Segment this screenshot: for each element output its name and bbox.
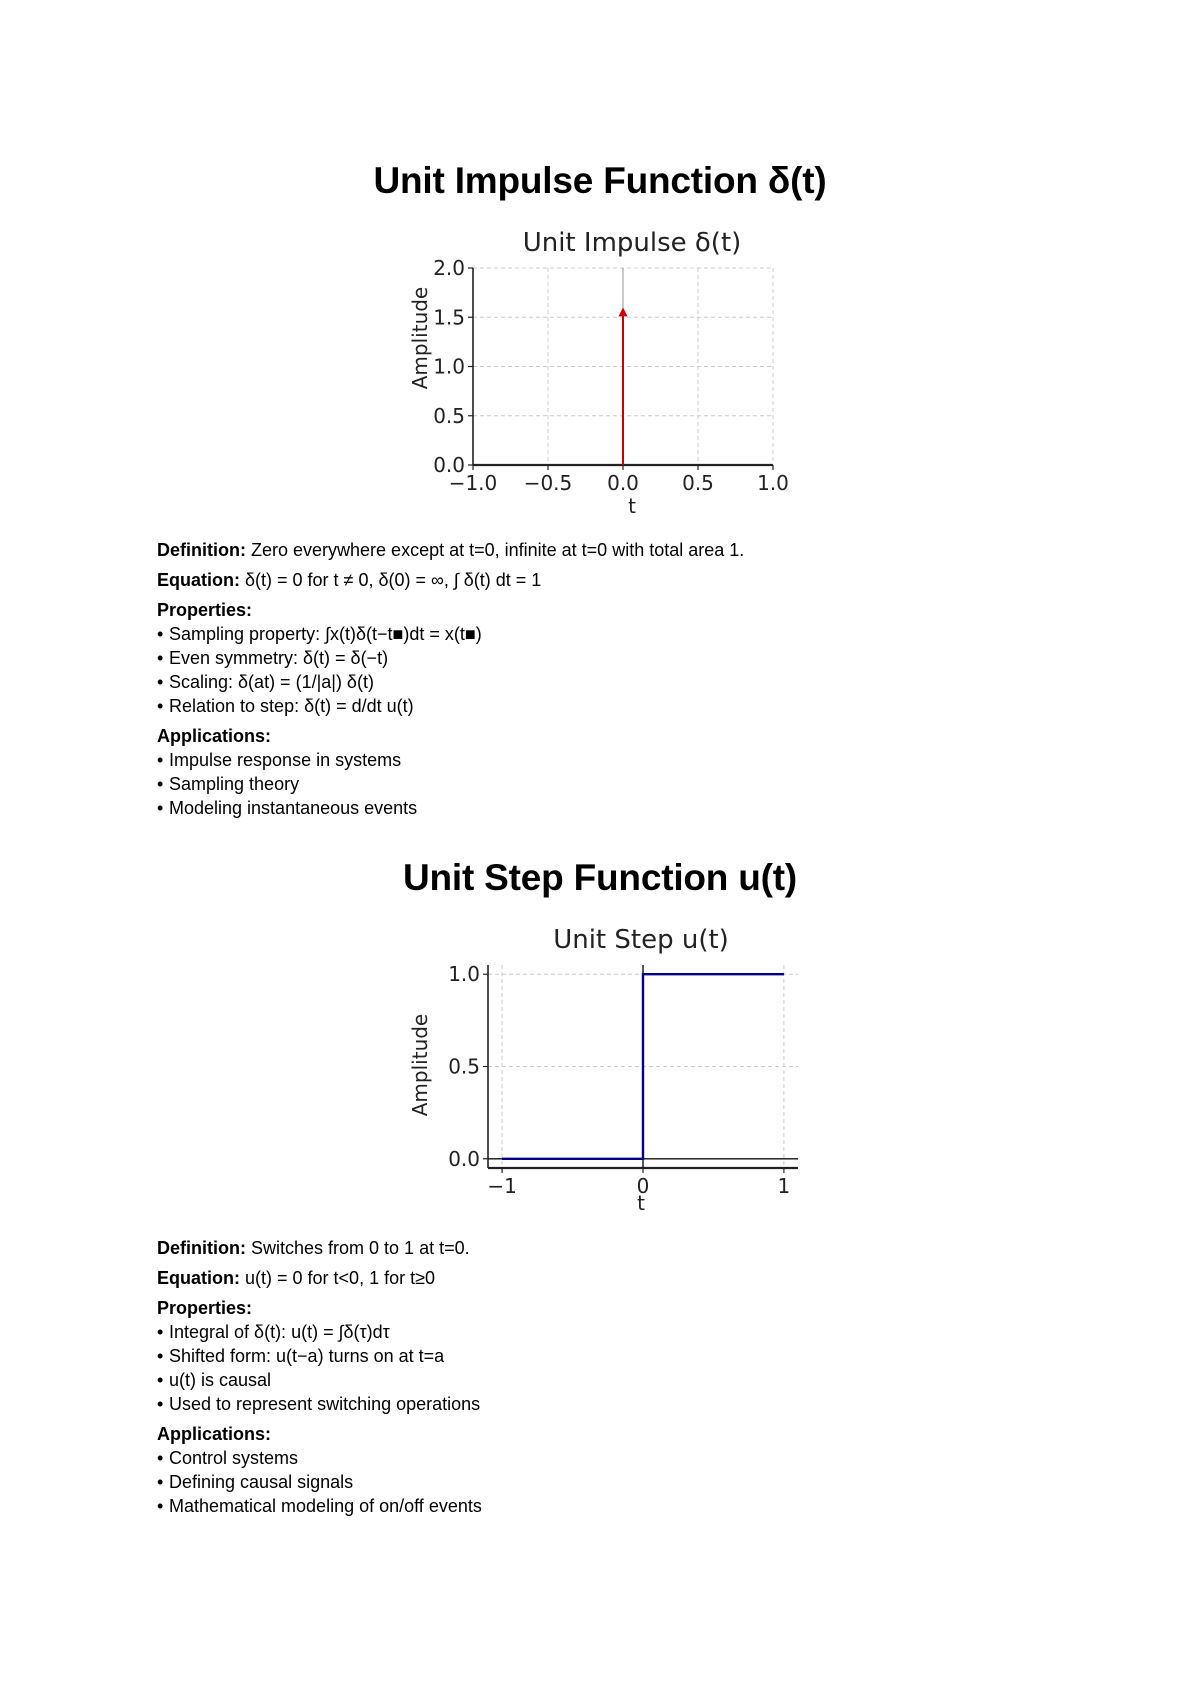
- list-item: • Used to represent switching operations: [157, 1394, 481, 1414]
- list-item: • Defining causal signals: [157, 1472, 354, 1492]
- equation-label: Equation:: [157, 570, 240, 590]
- bullet-icon: •: [157, 1496, 164, 1516]
- x-tick-label: 0.0: [607, 471, 639, 495]
- x-tick-labels: [449, 471, 789, 495]
- section-heading-impulse: Unit Impulse Function δ(t): [373, 160, 827, 201]
- equation-text: u(t) = 0 for t<0, 1 for t≥0: [245, 1268, 435, 1288]
- y-tick-label: 0.0: [448, 1146, 480, 1171]
- equation-line: [157, 568, 1137, 592]
- section-heading-step: Unit Step Function u(t): [402, 857, 798, 898]
- x-tick-label: 1: [777, 1174, 791, 1198]
- list-item: • Even symmetry: δ(t) = δ(−t): [157, 648, 389, 668]
- step-series: [488, 965, 798, 1168]
- bullet-icon: •: [157, 774, 164, 794]
- chart-axes: [483, 965, 798, 1173]
- definition-label: Definition:: [157, 540, 246, 560]
- impulse-series: [619, 268, 628, 465]
- list-item: • Impulse response in systems: [157, 750, 402, 770]
- equation-label: Equation:: [157, 1268, 240, 1288]
- y-tick-label: 0.0: [433, 453, 465, 477]
- x-tick-label: 1.0: [757, 471, 789, 495]
- bullet-icon: •: [157, 1472, 164, 1492]
- y-tick-label: 0.5: [448, 1054, 480, 1079]
- bullet-icon: •: [157, 672, 164, 692]
- properties-list: [157, 1320, 1137, 1416]
- list-item: • u(t) is causal: [157, 1370, 272, 1390]
- definition-line: [157, 538, 1137, 562]
- equation-line: [157, 1266, 1137, 1290]
- list-item: • Shifted form: u(t−a) turns on at t=a: [157, 1346, 445, 1366]
- list-item: • Relation to step: δ(t) = d/dt u(t): [157, 696, 414, 716]
- chart-title: Unit Step u(t): [553, 925, 729, 955]
- x-tick-label: −0.5: [523, 471, 573, 495]
- list-item: • Integral of δ(t): u(t) = ∫δ(τ)dτ: [157, 1322, 390, 1342]
- applications-label: Applications:: [157, 726, 272, 746]
- impulse-arrowhead: [619, 307, 628, 316]
- bullet-icon: •: [157, 750, 164, 770]
- properties-label: Properties:: [157, 1298, 253, 1318]
- list-item: • Sampling theory: [157, 774, 300, 794]
- step-chart: [405, 925, 805, 1215]
- x-axis-label: t: [637, 1191, 645, 1215]
- definition-line: [157, 1236, 1137, 1260]
- x-tick-label: −1.0: [448, 471, 498, 495]
- bullet-icon: •: [157, 1394, 164, 1414]
- y-tick-label: 0.5: [433, 403, 465, 428]
- y-tick-labels: [433, 256, 465, 477]
- applications-label: Applications:: [157, 1424, 272, 1444]
- x-tick-label: −1: [487, 1174, 517, 1198]
- impulse-chart: [405, 228, 805, 518]
- y-tick-label: 2.0: [433, 256, 465, 280]
- definition-label: Definition:: [157, 1238, 246, 1258]
- chart-title: Unit Impulse δ(t): [522, 228, 742, 258]
- equation-text: δ(t) = 0 for t ≠ 0, δ(0) = ∞, ∫ δ(t) dt = 1: [245, 570, 542, 590]
- y-tick-label: 1.0: [433, 354, 465, 379]
- y-axis-label: Amplitude: [408, 1013, 432, 1117]
- impulse-text-block: [157, 538, 1137, 820]
- y-tick-label: 1.5: [433, 305, 465, 330]
- y-tick-labels: [448, 962, 480, 1171]
- y-axis-label: Amplitude: [408, 286, 432, 390]
- list-item: • Control systems: [157, 1448, 299, 1468]
- bullet-icon: •: [157, 696, 164, 716]
- applications-list: [157, 748, 1137, 820]
- applications-list: [157, 1446, 1137, 1518]
- definition-text: Zero everywhere except at t=0, infinite at t=0 with total area 1.: [251, 540, 745, 560]
- properties-list: [157, 622, 1137, 718]
- bullet-icon: •: [157, 1370, 164, 1390]
- x-tick-label: 0: [636, 1174, 650, 1198]
- bullet-icon: •: [157, 624, 164, 644]
- list-item: • Modeling instantaneous events: [157, 798, 418, 818]
- bullet-icon: •: [157, 798, 164, 818]
- chart-axes: [468, 268, 773, 470]
- step-text-block: [157, 1236, 1137, 1518]
- list-item: • Scaling: δ(at) = (1/|a|) δ(t): [157, 672, 374, 692]
- bullet-icon: •: [157, 1322, 164, 1342]
- x-tick-label: 0.5: [682, 471, 714, 495]
- y-tick-label: 1.0: [448, 962, 480, 987]
- x-axis-label: t: [628, 494, 636, 518]
- bullet-icon: •: [157, 648, 164, 668]
- bullet-icon: •: [157, 1448, 164, 1468]
- definition-text: Switches from 0 to 1 at t=0.: [251, 1238, 470, 1258]
- bullet-icon: •: [157, 1346, 164, 1366]
- properties-label: Properties:: [157, 600, 253, 620]
- list-item: • Mathematical modeling of on/off events: [157, 1496, 482, 1516]
- list-item: • Sampling property: ∫x(t)δ(t−t■)dt = x(t■): [157, 624, 482, 644]
